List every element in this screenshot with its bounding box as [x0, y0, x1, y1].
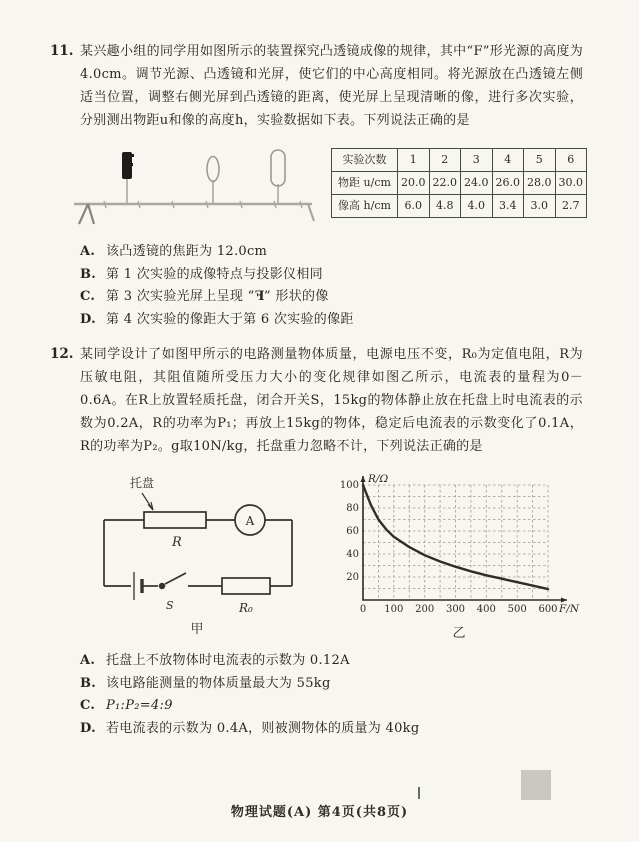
scan-artifact-square [521, 770, 551, 800]
battery-icon [134, 572, 142, 600]
mirrored-f-glyph: F [254, 289, 265, 304]
table-cell: 26.0 [492, 172, 524, 195]
option-text: 若电流表的示数为 0.4A，则被测物体的质量为 40kg [106, 720, 420, 736]
table-cell: 6 [555, 149, 587, 172]
table-cell: 4 [492, 149, 524, 172]
q12-option-b [80, 673, 587, 696]
option-text: 该电路能测量的物体质量最大为 55kg [106, 675, 331, 691]
fixed-resistor-icon [222, 578, 270, 594]
switch-icon [160, 573, 186, 588]
option-text: 托盘上不放物体时电流表的示数为 0.12A [106, 653, 350, 668]
table-cell: 4.0 [461, 195, 493, 218]
option-letter: D. [80, 720, 96, 736]
option-letter: C. [80, 289, 96, 304]
table-cell: 4.8 [429, 195, 461, 218]
graph-caption: 乙 [452, 626, 466, 641]
ammeter-label: A [245, 514, 255, 528]
y-tick: 40 [346, 549, 359, 560]
table-cell: 24.0 [461, 172, 493, 195]
question-12 [0, 331, 639, 458]
x-tick: 0 [359, 604, 367, 615]
option-text: 第 1 次实验的成像特点与投影仪相同 [106, 266, 323, 282]
resistor-r-label: R [172, 535, 182, 550]
graph-figure [331, 468, 587, 641]
lens-icon [207, 157, 219, 182]
x-tick: 500 [507, 604, 527, 615]
y-tick: 80 [346, 503, 359, 514]
table-row [332, 195, 587, 218]
option-text [106, 286, 587, 309]
table-cell: 2 [429, 149, 461, 172]
optical-bench-figure [66, 144, 318, 232]
scan-artifact-line [418, 787, 420, 799]
q12-option-d [80, 718, 587, 741]
question-11-figures [0, 144, 639, 232]
option-letter: D. [80, 311, 96, 327]
switch-label: S [166, 599, 174, 612]
table-header-cell: 实验次数 [332, 149, 398, 172]
question-11-options [0, 241, 639, 331]
table-cell: 3.4 [492, 195, 524, 218]
y-tick: 100 [339, 480, 359, 491]
x-tick: 200 [415, 604, 435, 615]
question-11-number: 11. [50, 43, 74, 59]
option-text: 第 4 次实验的像距大于第 6 次实验的像距 [106, 311, 354, 327]
option-text: 该凸透镜的焦距为 12.0cm [106, 244, 268, 259]
option-letter: B. [80, 675, 97, 691]
question-12-text: 某同学设计了如图甲所示的电路测量物体质量，电源电压不变，R₀为定值电阻，R为压敏电阻，其阻值随所受压力大小的变化规律如图乙所示，电流表的量程为0－0.6A。在R上放置轻质托盘，闭合开关S，15kg的物体静止放在托盘上时电流表的示数为0.2A，R的功率为P₁；再放上15kg的物体，稳定后电流表的示数变化了0.1A，R的功率为P₂。g取10N/kg，托盘重力忽略不计，下列说法正确的是 [80, 347, 583, 454]
q11-option-c [80, 286, 587, 309]
table-header-cell: 物距 u/cm [332, 172, 398, 195]
table-cell: 3 [461, 149, 493, 172]
table-cell: 1 [398, 149, 430, 172]
option-letter: A. [80, 653, 96, 668]
q12-option-c [80, 695, 587, 718]
bench-left-leg-icon [79, 204, 94, 224]
table-cell: 5 [524, 149, 556, 172]
y-tick: 60 [346, 526, 359, 537]
experiment-data-table [331, 148, 587, 218]
rf-graph [331, 468, 587, 620]
x-tick: 400 [476, 604, 496, 615]
table-header-cell: 像高 h/cm [332, 195, 398, 218]
option-text-suffix: ” 形状的像 [264, 289, 329, 304]
option-letter: C. [80, 698, 96, 713]
table-cell: 2.7 [555, 195, 587, 218]
axis-arrowheads-icon [360, 476, 567, 603]
question-12-figures [0, 468, 639, 641]
table-row [332, 172, 587, 195]
wire [104, 520, 292, 586]
x-tick: 300 [445, 604, 466, 615]
table-cell: 6.0 [398, 195, 430, 218]
option-text: P₁:P₂=4:9 [106, 698, 173, 713]
x-tick: 600 [538, 604, 558, 615]
option-letter: A. [80, 244, 96, 259]
circuit-figure [86, 468, 308, 637]
y-tick: 20 [346, 572, 359, 583]
q11-option-d [80, 309, 587, 332]
q11-option-b [80, 264, 587, 287]
table-cell: 20.0 [398, 172, 430, 195]
page-footer: 物理试题(A) 第4页(共8页) [230, 805, 409, 820]
circuit-caption: 甲 [190, 622, 204, 637]
x-tick: 100 [384, 604, 404, 615]
option-letter: B. [80, 266, 97, 282]
f-light-source-icon [122, 152, 134, 179]
x-axis-label: F/N [559, 603, 580, 615]
screen-icon [271, 150, 285, 186]
tray-label: 托盘 [130, 476, 155, 490]
table-cell: 22.0 [429, 172, 461, 195]
bench-right-leg-icon [308, 204, 314, 221]
option-text-prefix: 第 3 次实验光屏上呈现 “ [106, 289, 255, 304]
circuit-diagram [86, 468, 308, 616]
y-axis-label: R/Ω [368, 473, 389, 485]
q12-option-a [80, 650, 587, 673]
question-12-options [0, 650, 639, 740]
pressure-resistor-icon [144, 512, 206, 528]
q11-option-a [80, 241, 587, 264]
table-cell: 3.0 [524, 195, 556, 218]
table-cell: 30.0 [555, 172, 587, 195]
question-11 [0, 0, 639, 132]
question-11-text: 某兴趣小组的同学用如图所示的装置探究凸透镜成像的规律，其中“F”形光源的高度为4.0cm。调节光源、凸透镜和光屏，使它们的中心高度相同。将光源放在凸透镜左侧适当位置，调整右侧光屏到凸透镜的距离，使光屏上呈现清晰的像，进行多次实验，分别测出物距u和像的高度h，实验数据如下表。下列说法正确的是 [80, 44, 583, 128]
table-cell: 28.0 [524, 172, 556, 195]
resistor-r0-label: R₀ [239, 601, 253, 615]
question-12-number: 12. [50, 346, 74, 362]
table-row [332, 149, 587, 172]
